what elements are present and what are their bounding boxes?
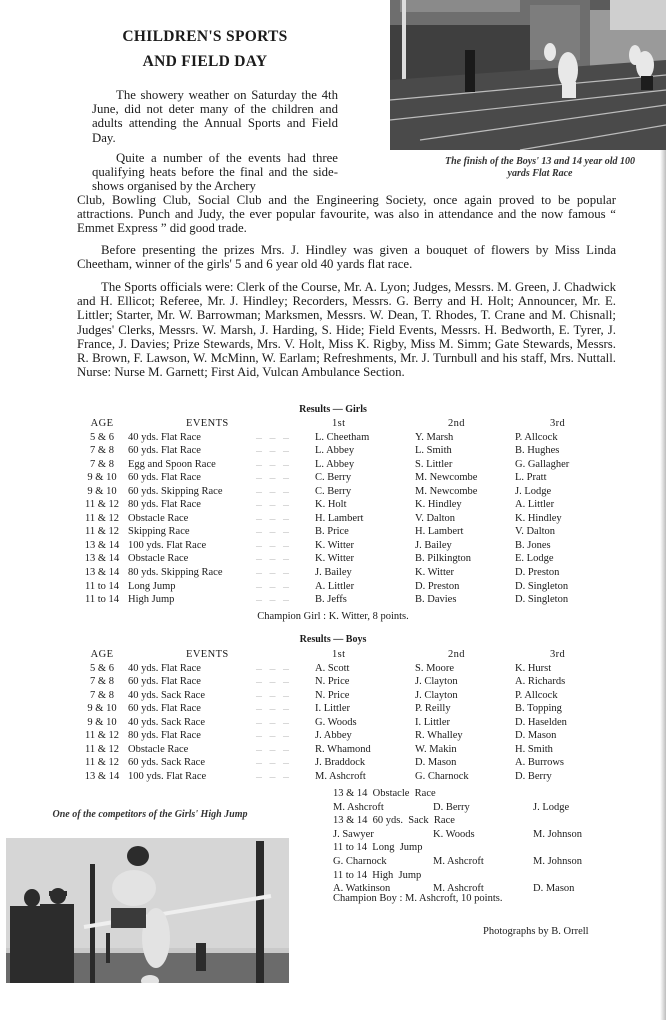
third-place-cell: H. Smith xyxy=(515,743,553,755)
age-cell: 9 & 10 xyxy=(87,716,117,728)
third-place-cell: B. Jones xyxy=(515,539,551,551)
third-place-cell: B. Topping xyxy=(515,703,562,715)
third-place-cell: V. Dalton xyxy=(515,526,556,538)
second-place-cell: B. Davies xyxy=(415,594,457,606)
results-row xyxy=(78,432,598,446)
third-place-cell: D. Mason xyxy=(533,883,575,895)
age-cell: 7 & 8 xyxy=(90,689,114,701)
top-photo-caption: The finish of the Boys' 13 and 14 year old 100 yards Flat Race xyxy=(444,156,635,179)
event-cell: 40 yds. Sack Race xyxy=(128,689,205,701)
leader-dashes: — — — xyxy=(256,462,292,469)
event-cell: 60 yds. Flat Race xyxy=(128,445,201,457)
second-place-cell: P. Reilly xyxy=(415,703,451,715)
leader-dashes: — — — xyxy=(256,598,292,605)
photo-high-jump xyxy=(6,838,289,983)
first-place-cell: L. Cheetham xyxy=(315,431,370,443)
third-place-cell: B. Hughes xyxy=(515,445,560,457)
event-cell: 60 yds. Flat Race xyxy=(128,472,201,484)
age-cell: 9 & 10 xyxy=(87,485,117,497)
leader-dashes: — — — xyxy=(256,680,292,687)
heats-paragraph-wide: Club, Bowling Club, Social Club and the Engineering Society, once again proved to be popular attractions. Punch and Judy, the ever popular favourite, was also in attendance and the now famous “ Emmet Express ” did good trade. xyxy=(77,193,616,236)
second-place-cell: S. Littler xyxy=(415,458,453,470)
boys-results-table xyxy=(78,649,598,784)
third-place-cell: A. Richards xyxy=(515,676,566,688)
event-cell: 60 yds. Flat Race xyxy=(128,703,201,715)
first-place-cell: M. Ashcroft xyxy=(315,770,366,782)
third-place-cell: D. Singleton xyxy=(515,580,569,592)
age-cell: 5 & 6 xyxy=(90,662,114,674)
event-cell: Skipping Race xyxy=(128,526,190,538)
event-cell: 80 yds. Flat Race xyxy=(128,730,201,742)
event-title: 11 to 14 Long Jump xyxy=(333,842,423,854)
first-place-cell: A. Watkinson xyxy=(333,883,391,895)
leader-dashes: — — — xyxy=(256,543,292,550)
leader-dashes: — — — xyxy=(256,584,292,591)
leader-dashes: — — — xyxy=(256,571,292,578)
results-row xyxy=(78,540,598,554)
col-second: 2nd xyxy=(448,418,465,429)
age-cell: 11 to 14 xyxy=(84,580,120,592)
race-photo-illustration xyxy=(390,0,666,150)
bouquet-paragraph: Before presenting the prizes Mrs. J. Hindley was given a bouquet of flowers by Miss Linda Cheetham, winner of the girls' 5 and 6 year old 40 yards flat race. xyxy=(77,243,616,272)
extra-event-placings xyxy=(333,829,623,843)
leader-dashes: — — — xyxy=(256,530,292,537)
results-row xyxy=(78,717,598,731)
results-row xyxy=(78,594,598,608)
leader-dashes: — — — xyxy=(256,489,292,496)
leader-dashes: — — — xyxy=(256,476,292,483)
age-cell: 11 to 14 xyxy=(84,594,120,606)
leader-dashes: — — — xyxy=(256,734,292,741)
third-place-cell: K. Hurst xyxy=(515,662,552,674)
second-place-cell: K. Witter xyxy=(415,567,455,579)
age-cell: 13 & 14 xyxy=(84,770,120,782)
third-place-cell: G. Gallagher xyxy=(515,458,570,470)
second-place-cell: J. Clayton xyxy=(415,676,458,688)
age-cell: 11 & 12 xyxy=(84,499,120,511)
third-place-cell: D. Haselden xyxy=(515,716,567,728)
first-place-cell: M. Ashcroft xyxy=(333,801,384,813)
boys-rows xyxy=(78,663,598,785)
age-cell: 7 & 8 xyxy=(90,445,114,457)
girls-rows xyxy=(78,432,598,608)
results-row xyxy=(78,676,598,690)
event-cell: 100 yds. Flat Race xyxy=(128,539,207,551)
girls-results-heading: Results — Girls xyxy=(299,404,367,415)
first-place-cell: K. Witter xyxy=(315,553,355,565)
third-place-cell: A. Burrows xyxy=(515,757,564,769)
second-place-cell: Y. Marsh xyxy=(415,431,454,443)
second-place-cell: R. Whalley xyxy=(415,730,463,742)
first-place-cell: A. Scott xyxy=(315,662,350,674)
col-age: AGE xyxy=(90,649,114,660)
results-row xyxy=(78,472,598,486)
col-events: EVENTS xyxy=(186,649,229,660)
girls-results-table xyxy=(78,418,598,608)
second-place-cell: J. Clayton xyxy=(415,689,458,701)
results-row xyxy=(78,553,598,567)
age-cell: 13 & 14 xyxy=(84,553,120,565)
event-cell: 60 yds. Sack Race xyxy=(128,757,205,769)
extra-event-title xyxy=(333,870,623,884)
extra-event-title xyxy=(333,842,623,856)
second-place-cell: I. Littler xyxy=(415,716,450,728)
col-events: EVENTS xyxy=(186,418,229,429)
col-second: 2nd xyxy=(448,649,465,660)
leader-dashes: — — — xyxy=(256,557,292,564)
second-place-cell: W. Makin xyxy=(415,743,457,755)
first-place-cell: I. Littler xyxy=(315,703,350,715)
age-cell: 13 & 14 xyxy=(84,539,120,551)
col-age: AGE xyxy=(90,418,114,429)
third-place-cell: M. Johnson xyxy=(533,855,583,867)
results-row xyxy=(78,663,598,677)
first-place-cell: C. Berry xyxy=(315,485,352,497)
leader-dashes: — — — xyxy=(256,720,292,727)
leader-dashes: — — — xyxy=(256,707,292,714)
second-place-cell: M. Newcombe xyxy=(415,472,478,484)
third-place-cell: K. Hindley xyxy=(515,512,562,524)
first-place-cell: B. Jeffs xyxy=(315,594,347,606)
third-place-cell: L. Pratt xyxy=(515,472,547,484)
event-cell: High Jump xyxy=(128,594,175,606)
first-place-cell: A. Littler xyxy=(315,580,355,592)
third-place-cell: J. Lodge xyxy=(533,801,570,813)
third-place-cell: A. Littler xyxy=(515,499,555,511)
event-cell: 60 yds. Flat Race xyxy=(128,676,201,688)
page-edge-shadow xyxy=(660,150,666,1020)
first-place-cell: J. Bailey xyxy=(315,567,352,579)
first-place-cell: K. Holt xyxy=(315,499,347,511)
event-cell: Egg and Spoon Race xyxy=(128,458,216,470)
photo-boys-race xyxy=(390,0,666,150)
event-cell: 40 yds. Sack Race xyxy=(128,716,205,728)
results-row xyxy=(78,703,598,717)
event-cell: Obstacle Race xyxy=(128,743,189,755)
first-place-cell: K. Witter xyxy=(315,539,355,551)
officials-paragraph: The Sports officials were: Clerk of the Course, Mr. A. Lyon; Judges, Messrs. M. Green, J. Chadwick and H. Ellicot; Referee, Mr. J. Hindley; Recorders, Messrs. G. Berry and H. Holt; Announcer, Mr. E. Littler; Starter, Mr. W. Barrowman; Marksmen, Messrs. W. Dean, T. Rhodes, T. Crane and M. Chisnall; Judges' Clerks, Messrs. W. Marsh, J. Harding, S. Hide; Field Events, Messrs. H. Bedworth, E. Tyrer, J. France, J. Davies; Prize Stewards, Mrs. V. Holt, Miss K. Rigby, Miss M. Simm; Gate Stewards, Messrs. R. Brown, F. Lawson, W. McMinn, W. Earlam; Refreshments, Mr. J. Turnbull and his staff, Mrs. Nuttall. Nurse: Nurse M. Garnett; First Aid, Vulcan Ambulance Section. xyxy=(77,280,616,380)
third-place-cell: J. Lodge xyxy=(515,485,552,497)
col-third: 3rd xyxy=(550,649,566,660)
col-first: 1st xyxy=(332,418,346,429)
heats-paragraph-narrow: Quite a number of the events had three qualifying heats before the final and the side-shows organised by the Archery xyxy=(92,151,338,194)
second-place-cell: M. Ashcroft xyxy=(433,855,484,867)
leader-dashes: — — — xyxy=(256,449,292,456)
second-place-cell: D. Berry xyxy=(433,801,470,813)
results-row xyxy=(78,526,598,540)
event-cell: 40 yds. Flat Race xyxy=(128,662,201,674)
first-place-cell: J. Abbey xyxy=(315,730,352,742)
results-row xyxy=(78,459,598,473)
second-place-cell: V. Dalton xyxy=(415,512,456,524)
results-row xyxy=(78,771,598,785)
second-place-cell: J. Bailey xyxy=(415,539,452,551)
title-line-1: CHILDREN'S SPORTS xyxy=(122,28,288,45)
boys-extra-results xyxy=(333,788,623,897)
age-cell: 11 & 12 xyxy=(84,526,120,538)
first-place-cell: L. Abbey xyxy=(315,458,355,470)
event-cell: 80 yds. Flat Race xyxy=(128,499,201,511)
results-row xyxy=(78,499,598,513)
second-place-cell: K. Woods xyxy=(433,828,475,840)
high-jump-photo-illustration xyxy=(6,838,289,983)
leader-dashes: — — — xyxy=(256,761,292,768)
first-place-cell: N. Price xyxy=(315,689,350,701)
extra-event-placings xyxy=(333,802,623,816)
champion-girl: Champion Girl : K. Witter, 8 points. xyxy=(257,611,409,622)
age-cell: 9 & 10 xyxy=(87,472,117,484)
results-row xyxy=(78,445,598,459)
third-place-cell: E. Lodge xyxy=(515,553,554,565)
event-cell: 100 yds. Flat Race xyxy=(128,770,207,782)
event-title: 11 to 14 High Jump xyxy=(333,869,422,881)
first-place-cell: L. Abbey xyxy=(315,445,355,457)
first-place-cell: R. Whamond xyxy=(315,743,371,755)
age-cell: 5 & 6 xyxy=(90,431,114,443)
second-place-cell: L. Smith xyxy=(415,445,452,457)
age-cell: 9 & 10 xyxy=(87,703,117,715)
results-row xyxy=(78,730,598,744)
third-place-cell: D. Berry xyxy=(515,770,552,782)
results-row xyxy=(78,567,598,581)
second-place-cell: S. Moore xyxy=(415,662,455,674)
results-row xyxy=(78,744,598,758)
leader-dashes: — — — xyxy=(256,666,292,673)
second-place-cell: G. Charnock xyxy=(415,770,469,782)
event-cell: Long Jump xyxy=(128,580,176,592)
leader-dashes: — — — xyxy=(256,516,292,523)
age-cell: 11 & 12 xyxy=(84,512,120,524)
age-cell: 11 & 12 xyxy=(84,730,120,742)
third-place-cell: D. Singleton xyxy=(515,594,569,606)
second-place-cell: H. Lambert xyxy=(415,526,464,538)
age-cell: 7 & 8 xyxy=(90,458,114,470)
event-cell: 80 yds. Skipping Race xyxy=(128,567,223,579)
first-place-cell: J. Sawyer xyxy=(333,828,374,840)
second-place-cell: M. Newcombe xyxy=(415,485,478,497)
boys-table-header xyxy=(78,649,598,663)
third-place-cell: P. Allcock xyxy=(515,689,558,701)
first-place-cell: J. Braddock xyxy=(315,757,366,769)
event-cell: 60 yds. Skipping Race xyxy=(128,485,223,497)
results-row xyxy=(78,757,598,771)
article-title xyxy=(90,24,320,74)
bottom-photo-caption: One of the competitors of the Girls' High Jump xyxy=(52,809,248,820)
second-place-cell: K. Hindley xyxy=(415,499,462,511)
event-title: 13 & 14 60 yds. Sack Race xyxy=(333,815,455,827)
third-place-cell: M. Johnson xyxy=(533,828,583,840)
second-place-cell: B. Pilkington xyxy=(415,553,472,565)
leader-dashes: — — — xyxy=(256,503,292,510)
age-cell: 7 & 8 xyxy=(90,676,114,688)
event-cell: Obstacle Race xyxy=(128,553,189,565)
leader-dashes: — — — xyxy=(256,693,292,700)
age-cell: 11 & 12 xyxy=(84,757,120,769)
first-place-cell: H. Lambert xyxy=(315,512,364,524)
leader-dashes: — — — xyxy=(256,747,292,754)
third-place-cell: P. Allcock xyxy=(515,431,558,443)
results-row xyxy=(78,513,598,527)
second-place-cell: D. Preston xyxy=(415,580,460,592)
first-place-cell: G. Woods xyxy=(315,716,357,728)
first-place-cell: C. Berry xyxy=(315,472,352,484)
col-third: 3rd xyxy=(550,418,566,429)
girls-table-header xyxy=(78,418,598,432)
results-row xyxy=(78,690,598,704)
first-place-cell: B. Price xyxy=(315,526,349,538)
second-place-cell: M. Ashcroft xyxy=(433,883,484,895)
extra-event-title xyxy=(333,788,623,802)
extra-event-placings xyxy=(333,856,623,870)
first-place-cell: G. Charnock xyxy=(333,855,387,867)
col-first: 1st xyxy=(332,649,346,660)
intro-paragraph: The showery weather on Saturday the 4th June, did not deter many of the children and adults attending the Annual Sports and Field Day. xyxy=(92,88,338,145)
third-place-cell: D. Preston xyxy=(515,567,560,579)
photo-credit: Photographs by B. Orrell xyxy=(483,926,589,937)
boys-results-heading: Results — Boys xyxy=(299,634,367,645)
results-row xyxy=(78,486,598,500)
results-row xyxy=(78,581,598,595)
age-cell: 11 & 12 xyxy=(84,743,120,755)
title-line-2: AND FIELD DAY xyxy=(142,53,268,70)
event-title: 13 & 14 Obstacle Race xyxy=(333,788,436,799)
second-place-cell: D. Mason xyxy=(415,757,457,769)
first-place-cell: N. Price xyxy=(315,676,350,688)
champion-boy: Champion Boy : M. Ashcroft, 10 points. xyxy=(333,893,503,904)
leader-dashes: — — — xyxy=(256,774,292,781)
leader-dashes: — — — xyxy=(256,435,292,442)
event-cell: 40 yds. Flat Race xyxy=(128,431,201,443)
event-cell: Obstacle Race xyxy=(128,512,189,524)
age-cell: 13 & 14 xyxy=(84,567,120,579)
extra-event-title xyxy=(333,815,623,829)
third-place-cell: D. Mason xyxy=(515,730,557,742)
